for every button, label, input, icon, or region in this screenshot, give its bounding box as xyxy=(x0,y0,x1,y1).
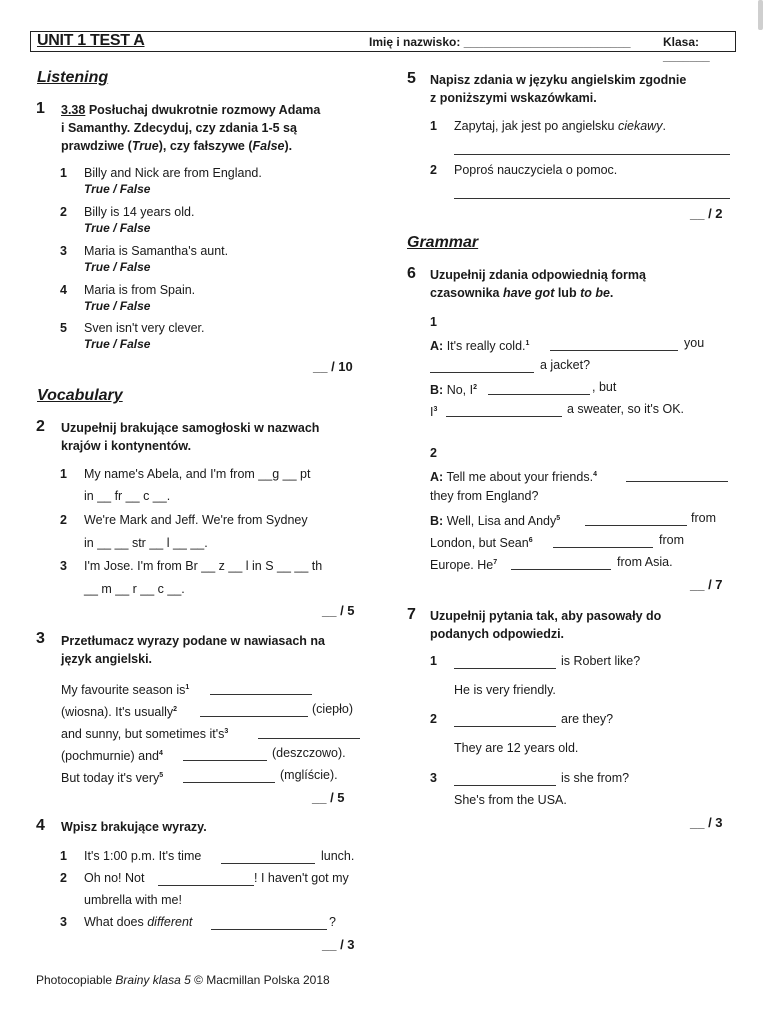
item-text: different xyxy=(147,915,193,929)
list-item xyxy=(60,243,67,260)
dialogue-number: 2 xyxy=(430,446,437,460)
item-number: 2 xyxy=(60,205,67,219)
answer-gap-2[interactable] xyxy=(200,702,308,717)
answer-gap-4[interactable] xyxy=(183,746,267,761)
dialogue-line xyxy=(430,554,497,574)
fill-in-line[interactable]: My name's Abela, and I'm from __g __ pt xyxy=(84,467,311,481)
answer-gap-3[interactable] xyxy=(446,402,562,417)
gap-marker: 3 xyxy=(224,728,229,735)
name-field-label: Imię i nazwisko: _________________________ xyxy=(369,35,631,49)
paragraph-text: and sunny, but sometimes it's xyxy=(61,727,225,742)
item-number xyxy=(60,558,67,575)
speaker-label: B: xyxy=(430,383,444,398)
item-text: umbrella with me! xyxy=(84,893,182,907)
footer-text: Photocopiable xyxy=(36,973,116,987)
dialogue-text: I xyxy=(430,405,434,420)
answer-text: He is very friendly. xyxy=(454,683,556,697)
paragraph-text: But today it's very xyxy=(61,771,160,786)
true-false-choice[interactable]: True / False xyxy=(84,299,151,313)
paragraph-text: (wiosna). It's usually xyxy=(61,705,174,720)
instr-text: ), czy fałszywe ( xyxy=(158,139,253,153)
item-text: Zapytaj, jak jest po angielsku xyxy=(454,119,618,133)
section-vocabulary: Vocabulary xyxy=(37,387,123,404)
instr-text: lub xyxy=(554,286,581,300)
item-number: 1 xyxy=(60,166,67,180)
dialogue-line xyxy=(430,510,560,530)
answer-gap[interactable] xyxy=(158,871,254,886)
gap-marker: 2 xyxy=(473,384,477,391)
gap-marker: 7 xyxy=(493,559,498,566)
dialogue-text: a jacket? xyxy=(540,358,591,372)
list-item xyxy=(60,282,67,299)
header-box xyxy=(30,31,736,63)
task-7-instruction xyxy=(430,607,661,643)
item-number: 2 xyxy=(60,513,67,527)
task-2-number: 2 xyxy=(36,418,45,435)
dialogue-line xyxy=(430,532,533,552)
instr-text: have got xyxy=(502,286,555,300)
list-item xyxy=(60,204,67,221)
paragraph-line xyxy=(61,745,163,765)
item-number: 2 xyxy=(430,163,437,177)
paragraph-text: (pochmurnie) and xyxy=(61,749,159,764)
dialogue-text: Well, Lisa and Andy xyxy=(446,514,557,529)
answer-gap-1[interactable] xyxy=(210,680,312,695)
item-text: ! I haven't got my xyxy=(254,871,349,885)
speaker-label: B: xyxy=(430,514,444,529)
fill-in-line[interactable]: in __ __ str __ l __ __. xyxy=(84,536,208,550)
score-task-1: __ / 10 xyxy=(313,359,353,374)
item-number: 1 xyxy=(430,119,437,133)
paragraph-line xyxy=(61,767,163,787)
task-2-instruction xyxy=(61,419,319,455)
item-text: Oh no! Not xyxy=(84,871,145,885)
instr-text: krajów i kontynentów. xyxy=(61,439,192,453)
answer-gap[interactable] xyxy=(211,915,327,930)
list-item xyxy=(60,165,67,182)
task-6-number: 6 xyxy=(407,265,416,282)
paragraph-text: My favourite season is xyxy=(61,683,186,698)
paragraph-line xyxy=(61,701,177,721)
item-number xyxy=(60,466,67,483)
item-number xyxy=(60,914,67,931)
item-number xyxy=(60,870,67,887)
instr-text: z poniższymi wskazówkami. xyxy=(430,91,597,105)
task-6-instruction xyxy=(430,266,646,302)
list-item: Billy and Nick are from England. xyxy=(84,166,262,180)
instr-text: Napisz zdania w języku angielskim zgodnie xyxy=(430,73,687,87)
instr-text: True xyxy=(131,139,159,153)
answer-text: They are 12 years old. xyxy=(454,741,579,755)
answer-line[interactable] xyxy=(454,184,730,199)
item-text: lunch. xyxy=(321,849,355,863)
item-number: 2 xyxy=(430,712,437,726)
question-text: is she from? xyxy=(561,771,630,785)
answer-line[interactable] xyxy=(454,140,730,155)
item-number: 3 xyxy=(430,771,437,785)
list-item: Maria is from Spain. xyxy=(84,283,196,297)
gap-marker: 5 xyxy=(556,515,561,522)
score-task-7: __ / 3 xyxy=(690,815,723,830)
task-5-number: 5 xyxy=(407,70,416,87)
dialogue-number: 1 xyxy=(430,315,437,329)
task-4-instruction: Wpisz brakujące wyrazy. xyxy=(61,820,207,834)
instr-text: to be xyxy=(580,286,610,300)
fill-in-line[interactable]: We're Mark and Jeff. We're from Sydney xyxy=(84,513,308,527)
dialogue-text: from Asia. xyxy=(617,555,673,569)
section-listening: Listening xyxy=(37,69,109,86)
answer-gap-1b[interactable] xyxy=(430,358,534,373)
instr-text: czasownika xyxy=(430,286,503,300)
answer-gap-6[interactable] xyxy=(553,533,653,548)
dialogue-text: It's really cold. xyxy=(446,339,526,354)
question-text: is Robert like? xyxy=(561,654,641,668)
answer-gap-7[interactable] xyxy=(511,555,611,570)
dialogue-text: No, I xyxy=(446,383,474,398)
gap-marker: 4 xyxy=(158,750,163,757)
gap-marker: 1 xyxy=(185,684,190,691)
item-text: ? xyxy=(329,915,336,929)
gap-marker: 1 xyxy=(525,340,530,347)
dialogue-line xyxy=(430,466,597,486)
instr-text: język angielski. xyxy=(61,652,153,666)
fill-in-line[interactable]: in __ fr __ c __. xyxy=(84,489,171,503)
paragraph-text: (ciepło) xyxy=(312,702,353,716)
item-text xyxy=(454,118,666,135)
instr-text: . xyxy=(609,286,614,300)
score-task-6: __ / 7 xyxy=(690,577,723,592)
paragraph-line xyxy=(61,723,228,743)
score-task-3: __ / 5 xyxy=(312,790,345,805)
instr-text: Przetłumacz wyrazy podane w nawiasach na xyxy=(61,634,325,648)
question-gap-1[interactable] xyxy=(454,654,556,669)
dialogue-text: Europe. He xyxy=(430,558,494,573)
question-gap-3[interactable] xyxy=(454,771,556,786)
item-text xyxy=(84,914,192,931)
item-number xyxy=(430,118,437,135)
task-5-instruction xyxy=(430,71,686,107)
task-7-number: 7 xyxy=(407,606,416,623)
answer-gap-3[interactable] xyxy=(258,724,360,739)
item-number: 3 xyxy=(60,559,67,573)
answer-gap-1[interactable] xyxy=(550,336,678,351)
gap-marker: 2 xyxy=(173,706,178,713)
item-number: 4 xyxy=(60,283,67,297)
footer-text: © Macmillan Polska 2018 xyxy=(190,973,330,987)
instr-text: Uzupełnij brakujące samogłoski w nazwach xyxy=(61,421,320,435)
task-3-instruction xyxy=(61,632,325,668)
paragraph-text: (deszczowo). xyxy=(272,746,346,760)
task-1-instruction xyxy=(61,101,320,155)
instr-text: ). xyxy=(284,139,293,153)
dialogue-text: from xyxy=(691,511,716,525)
paragraph-line xyxy=(61,679,189,699)
gap-marker: 5 xyxy=(159,772,164,779)
answer-gap[interactable] xyxy=(221,849,315,864)
dialogue-line xyxy=(430,401,437,421)
speaker-label: A: xyxy=(430,470,444,485)
question-gap-2[interactable] xyxy=(454,712,556,727)
instr-text: Uzupełnij pytania tak, aby pasowały do xyxy=(430,609,662,623)
item-number: 2 xyxy=(60,871,67,885)
dialogue-line xyxy=(430,335,529,355)
true-false-choice[interactable]: True / False xyxy=(84,337,151,351)
item-text: Poproś nauczyciela o pomoc. xyxy=(454,163,618,177)
true-false-choice[interactable]: True / False xyxy=(84,260,151,274)
fill-in-line[interactable]: __ m __ r __ c __. xyxy=(84,582,185,596)
dialogue-text: from xyxy=(659,533,684,547)
track-number: 3.38 xyxy=(61,103,86,117)
item-number: 1 xyxy=(60,849,67,863)
task-3-number: 3 xyxy=(36,630,45,647)
gap-marker: 4 xyxy=(593,471,597,478)
answer-gap-5[interactable] xyxy=(183,768,275,783)
question-text: are they? xyxy=(561,712,614,726)
item-number: 1 xyxy=(60,467,67,481)
dialogue-text: Tell me about your friends. xyxy=(446,470,594,485)
dialogue-text: London, but Sean xyxy=(430,536,529,551)
fill-in-line[interactable]: I'm Jose. I'm from Br __ z __ l in S __ __ th xyxy=(84,559,323,573)
item-text: What does xyxy=(84,915,148,929)
score-task-2: __ / 5 xyxy=(322,603,355,618)
true-false-choice[interactable]: True / False xyxy=(84,221,151,235)
gap-marker: 6 xyxy=(528,537,533,544)
item-number: 3 xyxy=(60,915,67,929)
answer-gap-5[interactable] xyxy=(585,511,687,526)
class-field-label: Klasa: _______ xyxy=(663,35,710,63)
instr-text: podanych odpowiedzi. xyxy=(430,627,565,641)
instr-text: i Samanthy. Zdecyduj, czy zdania 1-5 są xyxy=(61,121,297,135)
list-item: Billy is 14 years old. xyxy=(84,205,195,219)
answer-gap-4[interactable] xyxy=(626,467,728,482)
gap-marker: 3 xyxy=(433,406,438,413)
footer-copyright xyxy=(36,973,330,987)
dialogue-line xyxy=(430,379,477,399)
instr-text: Posłuchaj dwukrotnie rozmowy Adama xyxy=(85,103,321,117)
answer-gap-2[interactable] xyxy=(488,380,590,395)
instr-text: Uzupełnij zdania odpowiednią formą xyxy=(430,268,646,282)
list-item: Maria is Samantha's aunt. xyxy=(84,244,229,258)
item-number xyxy=(60,848,67,865)
item-number: 3 xyxy=(60,244,67,258)
answer-text: She's from the USA. xyxy=(454,793,567,807)
dialogue-text: you xyxy=(684,336,705,350)
list-item: Sven isn't very clever. xyxy=(84,321,205,335)
dialogue-text: , but xyxy=(592,380,617,394)
list-item xyxy=(60,320,67,337)
dialogue-text: they from England? xyxy=(430,489,539,503)
footer-text: Brainy klasa 5 xyxy=(115,973,191,987)
task-4-number: 4 xyxy=(36,817,45,834)
item-text: It's 1:00 p.m. It's time xyxy=(84,849,202,863)
item-number: 1 xyxy=(430,654,437,668)
true-false-choice[interactable]: True / False xyxy=(84,182,151,196)
instr-text: prawdziwe ( xyxy=(61,139,132,153)
score-task-5: __ / 2 xyxy=(690,206,723,221)
instr-text: False xyxy=(252,139,285,153)
unit-title: UNIT 1 TEST A xyxy=(37,32,145,49)
dialogue-text: a sweater, so it's OK. xyxy=(567,402,685,416)
score-task-4: __ / 3 xyxy=(322,937,355,952)
paragraph-text: (mglíście). xyxy=(280,768,338,782)
item-number xyxy=(60,512,67,529)
item-text: ciekawy xyxy=(617,119,663,133)
speaker-label: A: xyxy=(430,339,444,354)
item-number: 5 xyxy=(60,321,67,335)
task-1-number: 1 xyxy=(36,100,45,117)
section-grammar: Grammar xyxy=(407,234,479,251)
item-text: . xyxy=(662,119,666,133)
scrollbar[interactable] xyxy=(758,0,763,30)
item-number xyxy=(430,162,437,179)
